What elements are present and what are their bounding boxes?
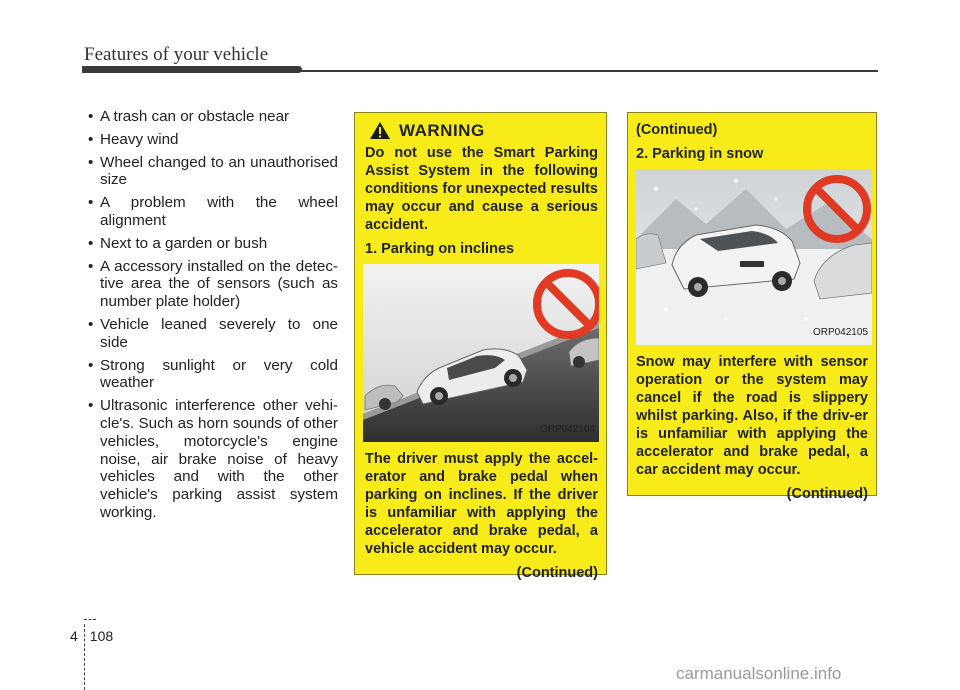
list-item-text: Strong sunlight or very cold weather [100, 356, 338, 392]
continued-label-top: (Continued) [636, 122, 718, 138]
chapter-number: 4 [70, 628, 78, 644]
continued-label: (Continued) [786, 486, 868, 502]
image-code: ORP042104 [539, 424, 595, 435]
list-item-text: A accessory installed on the detec-tive area the of sensors (such as number plate holder) [100, 257, 338, 311]
list-item: • A trash can or obstacle near [88, 108, 290, 125]
incline-scene [363, 264, 599, 442]
warning-intro: Do not use the Smart Parking Assist System in the following conditions for unexpected results may occur and cause a serious accident. [365, 145, 598, 233]
condition-list [86, 108, 338, 527]
continued-label: (Continued) [516, 565, 598, 581]
list-item-text: Vehicle leaned severely to one side [100, 315, 338, 351]
header-rule [300, 70, 878, 72]
list-item-text: Ultrasonic interference other vehi-cle's. Such as horn sounds of other vehicles, motorcycle's engine noise, air brake noise of heavy vehicles and with the other vehicle's parking assist system working. [100, 397, 338, 521]
list-item: • Next to a garden or bush [88, 234, 268, 252]
snow-subheading: 2. Parking in snow [636, 146, 764, 162]
list-item: • Wheel changed to an unauthorised size [88, 153, 338, 189]
snow-body: Snow may interfere with sensor operation or the system may cancel if the road is slippery whilst parking. Also, if the driv-er is unfamiliar with applying the accelerator and brake pedal, a car accident may occur. [636, 354, 868, 478]
list-item-text: Heavy wind [100, 130, 179, 148]
list-item-text: A trash can or obstacle near [100, 108, 290, 125]
warning-triangle-icon [369, 121, 391, 140]
list-item: • Ultrasonic interference other vehi-cle's. Such as horn sounds of other vehicles, motorcycle's engine noise, air brake noise of heavy vehicles and with the other vehicle's parking assist system working. [88, 397, 338, 521]
incline-subheading: 1. Parking on inclines [365, 241, 515, 257]
warning-box [354, 112, 607, 581]
warning-heading-text: WARNING [399, 120, 485, 140]
incline-illustration [363, 264, 599, 442]
continued-warning-box [627, 112, 877, 502]
list-item: • Strong sunlight or very cold weather [88, 356, 338, 392]
list-item-text: Next to a garden or bush [100, 234, 268, 252]
warning-heading [369, 121, 598, 140]
snow-illustration [636, 169, 872, 345]
page-header-title: Features of your vehicle [84, 44, 269, 65]
page-number-value: 108 [89, 628, 114, 644]
list-item-text: A problem with the wheel alignment [100, 194, 338, 229]
list-item: • A accessory installed on the detec-tive area the of sensors (such as number plate holder) [88, 257, 338, 311]
header-bar [82, 66, 302, 73]
footer-tick [84, 619, 96, 620]
page-number [70, 628, 113, 644]
list-item: • Vehicle leaned severely to one side [88, 315, 338, 351]
warning-body: The driver must apply the accel-erator and brake pedal when parking on inclines. If the driver is unfamiliar with applying the accelerator and brake pedal, a vehicle accident may occur. [365, 451, 598, 557]
image-code: ORP042105 [812, 327, 868, 338]
watermark: carmanualsonline.info [676, 664, 842, 683]
list-item: • Heavy wind [88, 130, 179, 148]
snow-scene [636, 169, 872, 345]
list-item: • A problem with the wheel alignment [88, 194, 338, 229]
list-item-text: Wheel changed to an unauthorised size [100, 153, 338, 189]
